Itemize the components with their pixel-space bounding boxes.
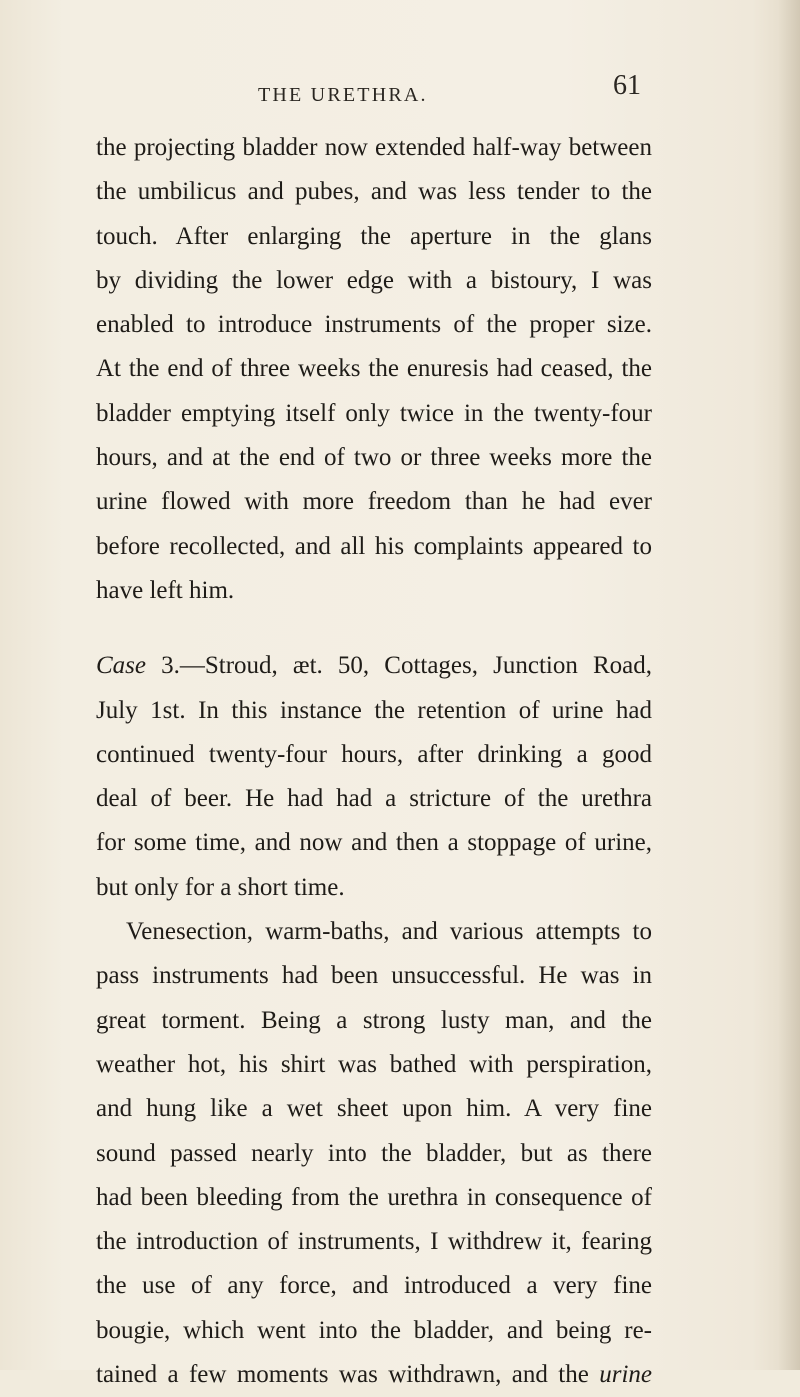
text-line: had been bleeding from the urethra in consequence of [96,1183,652,1211]
paragraph-gap [96,613,652,644]
paragraph-case-3 [96,644,652,910]
body-text [96,126,652,1397]
text-line: enabled to introduce instruments of the proper size. [96,311,652,339]
text-line: have left him. [96,576,235,604]
text-line: the introduction of instruments, I withdrew it, fearing [96,1228,652,1256]
text-line: bougie, which went into the bladder, and being re- [96,1316,652,1344]
text-line: for some time, and now and then a stoppage of urine, [96,829,652,857]
final-text-line [96,1353,652,1397]
text-line: deal of beer. He had had a stricture of the urethra [96,785,652,813]
text-line: the umbilicus and pubes, and was less tender to the [96,178,652,206]
text-line: continued twenty-four hours, after drinking a good [96,740,652,768]
text-line: but only for a short time. [96,873,345,901]
text-line: July 1st. In this instance the retention of urine had [96,696,652,724]
text-line: bladder emptying itself only twice in the twenty-four [96,399,652,427]
text-line: sound passed nearly into the bladder, but as there [96,1139,652,1167]
text-line: touch. After enlarging the aperture in the glans [96,222,652,250]
final-italic-word: urine [599,1361,652,1389]
text-line: At the end of three weeks the enuresis had ceased, the [96,355,652,383]
case-heading-rest: 3.—Stroud, æt. 50, Cottages, Junction Road, [146,652,652,680]
paragraph-3 [96,910,652,1397]
text-line: and hung like a wet sheet upon him. A very fine [96,1095,652,1123]
text-line: pass instruments had been unsuccessful. He was in [96,962,652,990]
final-line-text: tained a few moments was withdrawn, and the [96,1361,600,1389]
text-line: by dividing the lower edge with a bistoury, I was [96,266,652,294]
text-line: hours, and at the end of two or three weeks more the [96,444,652,472]
page-number: 61 [613,70,641,101]
text-line: before recollected, and all his complaints appeared to [96,532,652,560]
page-edge-shadow [778,0,800,1370]
text-line: great torment. Being a strong lusty man, and the [96,1006,652,1034]
case-label: Case [96,652,146,680]
text-line: urine flowed with more freedom than he had ever [96,488,652,516]
text-line: weather hot, his shirt was bathed with perspiration, [96,1050,652,1078]
text-line: Venesection, warm-baths, and various attempts to [126,918,652,946]
text-line: the use of any force, and introduced a very fine [96,1272,652,1300]
case-heading-line [96,644,652,688]
running-title: THE URETHRA. [258,84,428,106]
paragraph-1 [96,126,652,613]
text-line: the projecting bladder now extended half-way between [96,134,652,161]
